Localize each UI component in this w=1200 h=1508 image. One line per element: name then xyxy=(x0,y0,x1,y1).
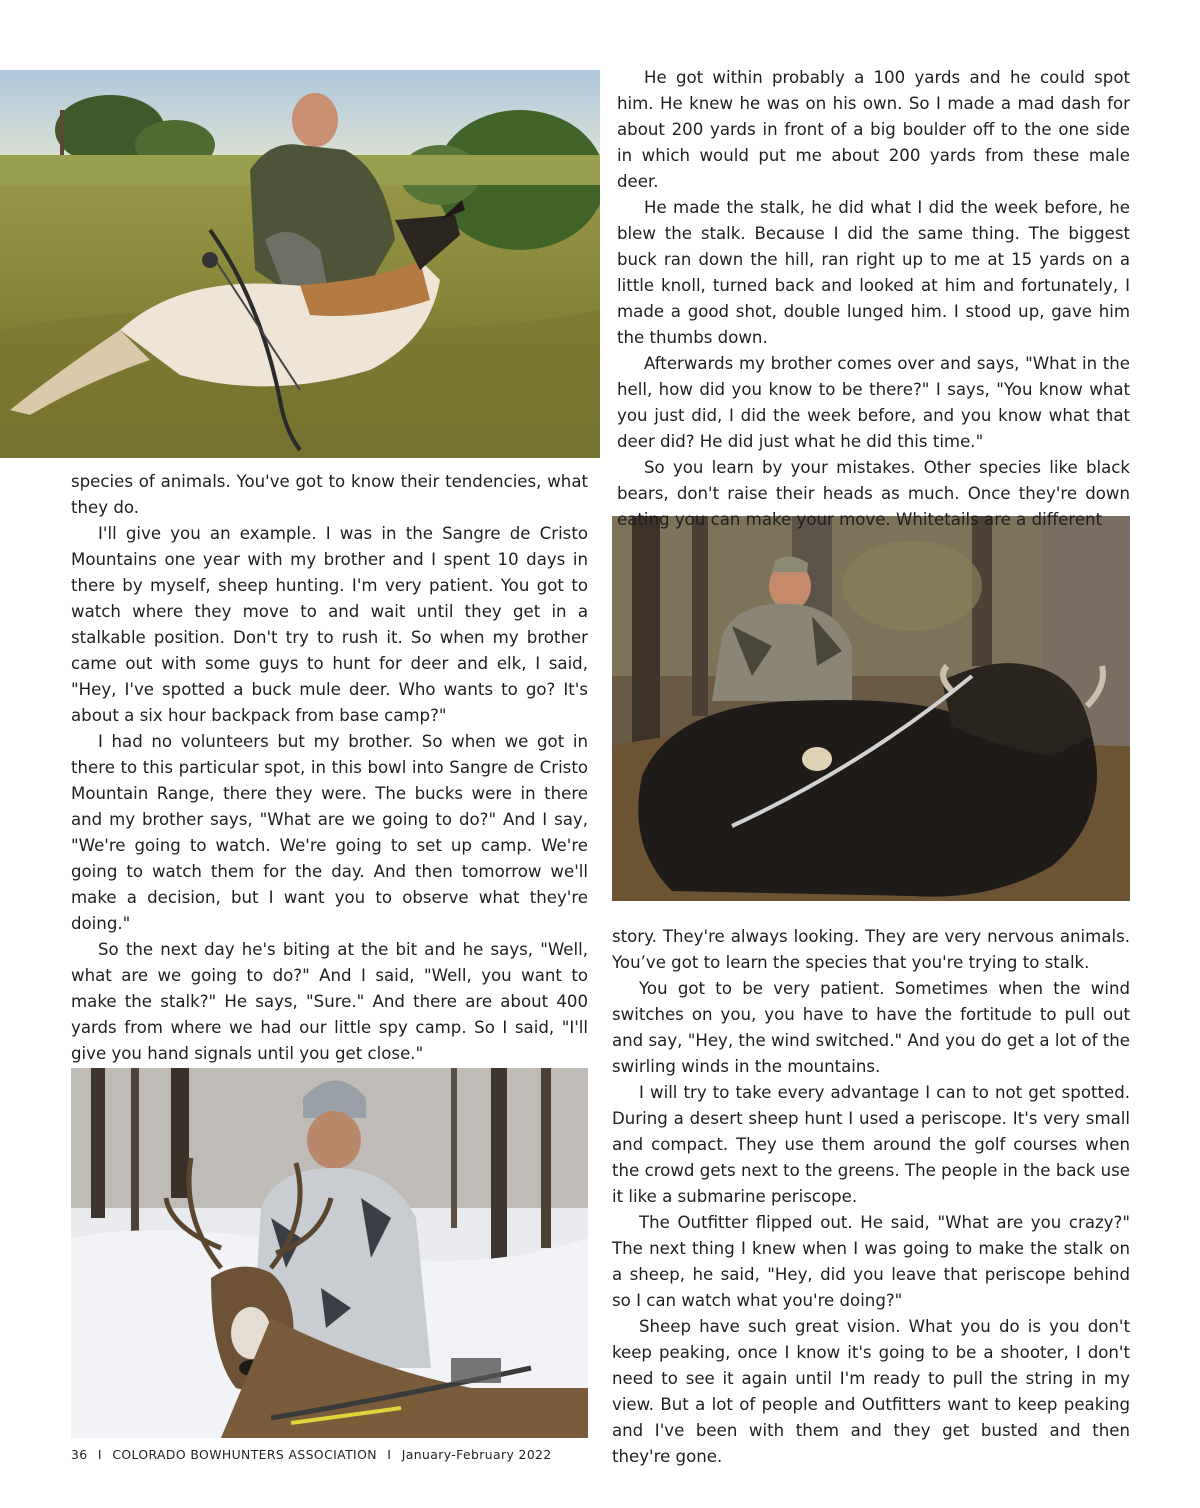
article-paragraph: I had no volunteers but my brother. So when we got in there to this particular spot, in this bowl into Sangre de Cristo Mountain Range, there they were. The bucks were in there and my brother says, "What are we going to do?" And I say, "We're going to watch. We're going to set up camp. We're going to watch them for the day. And then tomorrow we'll make a decision, but I want you to observe what they're doing." xyxy=(71,732,588,933)
antelope-hunt-photo xyxy=(0,70,600,458)
footer-separator: I xyxy=(97,1447,102,1462)
article-right-column-bottom xyxy=(612,924,1130,1470)
footer-separator: I xyxy=(387,1447,392,1462)
page-number: 36 xyxy=(71,1447,88,1462)
article-paragraph: He got within probably a 100 yards and he could spot him. He knew he was on his own. So I made a mad dash for about 200 yards in front of a big boulder off to the one side in which would put me about 200 yards from these male deer. xyxy=(617,68,1130,191)
article-paragraph: So you learn by your mistakes. Other species like black bears, don't raise their heads as much. Once they're down eating you can make your move. Whitetails are a different xyxy=(617,458,1130,529)
article-paragraph: The Outfitter flipped out. He said, "What are you crazy?" The next thing I knew when I was going to make the stalk on a sheep, he said, "Hey, did you leave that periscope behind so I can watch what you're doing?" xyxy=(612,1213,1130,1310)
issue-date: January-February 2022 xyxy=(401,1447,552,1462)
article-paragraph: species of animals. You've got to know their tendencies, what they do. xyxy=(71,472,588,517)
publication-name: COLORADO BOWHUNTERS ASSOCIATION xyxy=(112,1447,377,1462)
article-paragraph: story. They're always looking. They are very nervous animals. You’ve got to learn the species that you're trying to stalk. xyxy=(612,927,1130,972)
article-paragraph: Afterwards my brother comes over and says, "What in the hell, how did you know to be there?" I says, "You know what you just did, I did the week before, and you know what that deer did? He did just what he did this time." xyxy=(617,354,1130,451)
article-paragraph: I'll give you an example. I was in the Sangre de Cristo Mountains one year with my brother and I spent 10 days in there by myself, sheep hunting. I'm very patient. You got to watch where they move to and wait until they get in a stalkable position. Don't try to rush it. So when my brother came out with some guys to hunt for deer and elk, I said, "Hey, I've spotted a buck mule deer. Who wants to go? It's about a six hour backpack from base camp?" xyxy=(71,524,588,725)
article-paragraph: Sheep have such great vision. What you do is you don't keep peaking, once I know it's going to be a shooter, I don't need to see it again until I'm ready to pull the string in my view. But a lot of people and Outfitters want to keep peaking and I've been with them and they get busted and then they're gone. xyxy=(612,1317,1130,1466)
bison-hunt-photo xyxy=(612,516,1130,901)
article-right-column-top xyxy=(617,65,1130,533)
article-paragraph: He made the stalk, he did what I did the week before, he blew the stalk. Because I did the same thing. The biggest buck ran down the hill, ran right up to me at 15 yards on a little knoll, turned back and looked at him and fortunately, I made a good shot, double lunged him. I stood up, gave him the thumbs down. xyxy=(617,198,1130,347)
article-paragraph: So the next day he's biting at the bit and he says, "Well, what are we going to do?" And I said, "Well, you want to make the stalk?" He says, "Sure." And there are about 400 yards from where we had our little spy camp. So I said, "I'll give you hand signals until you get close." xyxy=(71,940,588,1063)
article-left-column xyxy=(71,469,588,1067)
article-paragraph: I will try to take every advantage I can to not get spotted. During a desert sheep hunt I used a periscope. It's very small and compact. They use them around the golf courses when the crowd gets next to the greens. The people in the back use it like a submarine periscope. xyxy=(612,1083,1130,1206)
article-paragraph: You got to be very patient. Sometimes when the wind switches on you, you have to have the fortitude to pull out and say, "Hey, the wind switched." And you do get a lot of the swirling winds in the mountains. xyxy=(612,979,1130,1076)
whitetail-hunt-photo xyxy=(71,1068,588,1438)
page-footer xyxy=(71,1447,558,1462)
